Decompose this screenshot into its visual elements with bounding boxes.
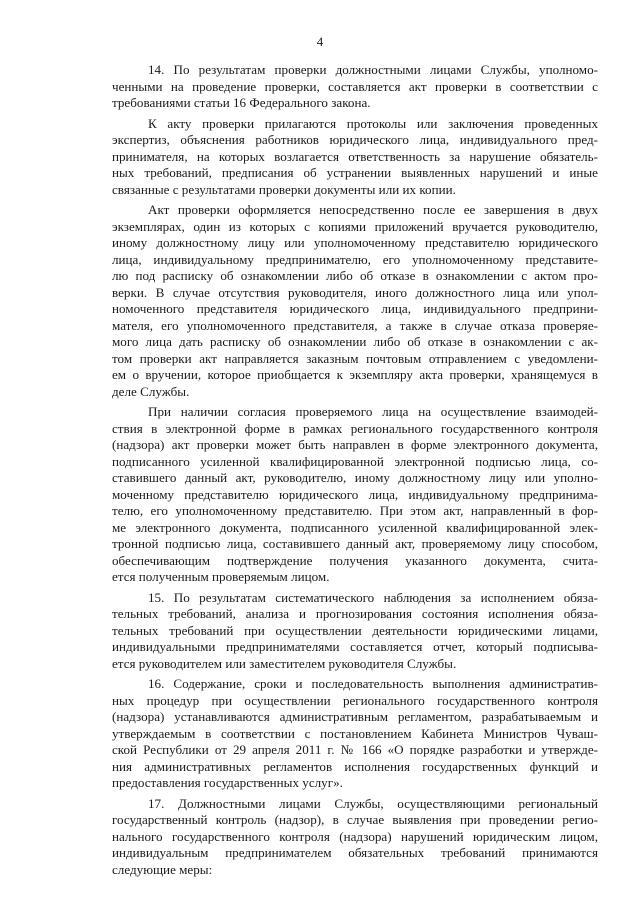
text-line: ных процедур при осуществлении регионального государственного контроля [112,692,598,708]
paragraph [112,676,598,792]
text-line: экземплярах, один из которых с копиями приложений вручается руководителю, [112,218,598,234]
text-line: 14. По результатам проверки должностными лицами Службы, уполномо- [148,62,598,77]
text-line: деле Службы. [112,383,190,399]
text-line: подписанного усиленной квалифицированной электронной подписью лица, со- [112,453,598,469]
paragraph [112,62,598,112]
paragraph [112,590,598,673]
text-line: лица, индивидуальному предпринимателю, его уполномоченному представите- [112,251,598,267]
text-line: 16. Содержание, сроки и последовательность выполнения административ- [148,676,598,691]
paragraph [112,116,598,199]
text-line: моченному представителю юридического лица, индивидуальному предпринима- [112,486,598,502]
text-line: обеспечивающим подтверждение получения указанного документа, счита- [112,552,598,568]
text-line: (надзора) устанавливаются административным регламентом, разрабатываемым и [112,709,598,724]
text-line: тельных требований при осуществлении деятельности юридическими лицами, [112,622,598,638]
text-line: ствия в электронной форме в рамках регионального государственного контроля [112,420,598,436]
text-line: (надзора) акт проверки может быть направлен в форме электронного документа, [112,437,598,452]
text-line: следующие меры: [112,861,213,877]
text-line: принимателя, на которых возлагается ответственность за нарушение обязатель- [112,148,598,164]
text-line: ской Республики от 29 апреля 2011 г. № 166 «О порядке разработки и утвержде- [112,742,598,757]
text-line: лю под расписку об ознакомлении либо об отказе в ознакомлении с актом про- [112,268,598,283]
text-line: При наличии согласия проверяемого лица на осуществление взаимодей- [148,404,598,419]
text-line: Акт проверки оформляется непосредственно после ее завершения в двух [148,202,598,217]
text-line: государственный контроль (надзор), в случае выявления при проведении регио- [112,812,598,827]
text-line: требованиями статьи 16 Федерального закона. [112,95,371,110]
text-line: ется полученным проверяемым лицом. [112,569,330,584]
text-line: ется руководителем или заместителем руководителя Службы. [112,655,457,671]
text-line: ме электронного документа, подписанного усиленной квалифицированной элек- [112,519,598,535]
text-line: утверждаемым в соответствии с постановлением Кабинета Министров Чуваш- [112,725,598,741]
text-line: индивидуальным предпринимателем обязательных требований принимаются [112,845,598,860]
text-line: телю, его уполномоченному представителю. При этом акт, направленный в фор- [112,503,598,518]
text-line: тельных требований, анализа и прогнозирования состояния исполнения обяза- [112,606,598,621]
text-line: тронной подписью лица, составившего данный акт, проверяемому лицу способом, [112,536,598,551]
text-line: связанные с результатами проверки документы или их копии. [112,181,456,197]
text-line: 17. Должностными лицами Службы, осуществляющими региональный [148,795,598,811]
text-line: том проверки акт направляется заказным почтовым отправлением с уведомлени- [112,350,598,366]
paragraph [112,202,598,400]
text-line: мателя, его уполномоченного представителя, а также в случае отказа проверяе- [112,317,598,333]
text-line: ния административных регламентов исполнения государственных функций и [112,758,598,774]
page-number: 4 [316,34,324,49]
paragraph [112,404,598,586]
text-line: мого лица дать расписку об ознакомлении либо об отказе в ознакомлении с ак- [112,334,598,349]
document-body [112,62,598,882]
text-line: нального государственного контроля (надзора) нарушений юридическим лицом, [112,828,598,844]
paragraph [112,796,598,879]
text-line: ченными на проведение проверки, составляется акт проверки в соответствии с [112,78,598,94]
text-line: индивидуальными предпринимателями составляется отчет, который подписыва- [112,639,598,654]
text-line: верки. В случае отсутствия руководителя, иного должностного лица или упол- [112,284,598,300]
text-line: ставившего данный акт, руководителю, иному должностному лицу или уполно- [112,470,598,485]
text-line: экспертиз, объяснения работников юридического лица, индивидуального пред- [112,132,598,147]
text-line: 15. По результатам систематического наблюдения за исполнением обяза- [148,589,598,605]
text-line: иному должностному лицу или уполномоченному представителю юридического [112,235,598,250]
text-line: ных требований, предписания об устранении выявленных нарушений и иные [112,165,598,180]
text-line: ем о вручении, которое приобщается к экземпляру акта проверки, хранящемуся в [112,367,598,382]
text-line: предоставления государственных услуг». [112,775,343,790]
text-line: К акту проверки прилагаются протоколы или заключения проведенных [148,115,598,131]
text-line: номоченного представителя юридического лица, индивидуального предприни- [112,301,598,316]
